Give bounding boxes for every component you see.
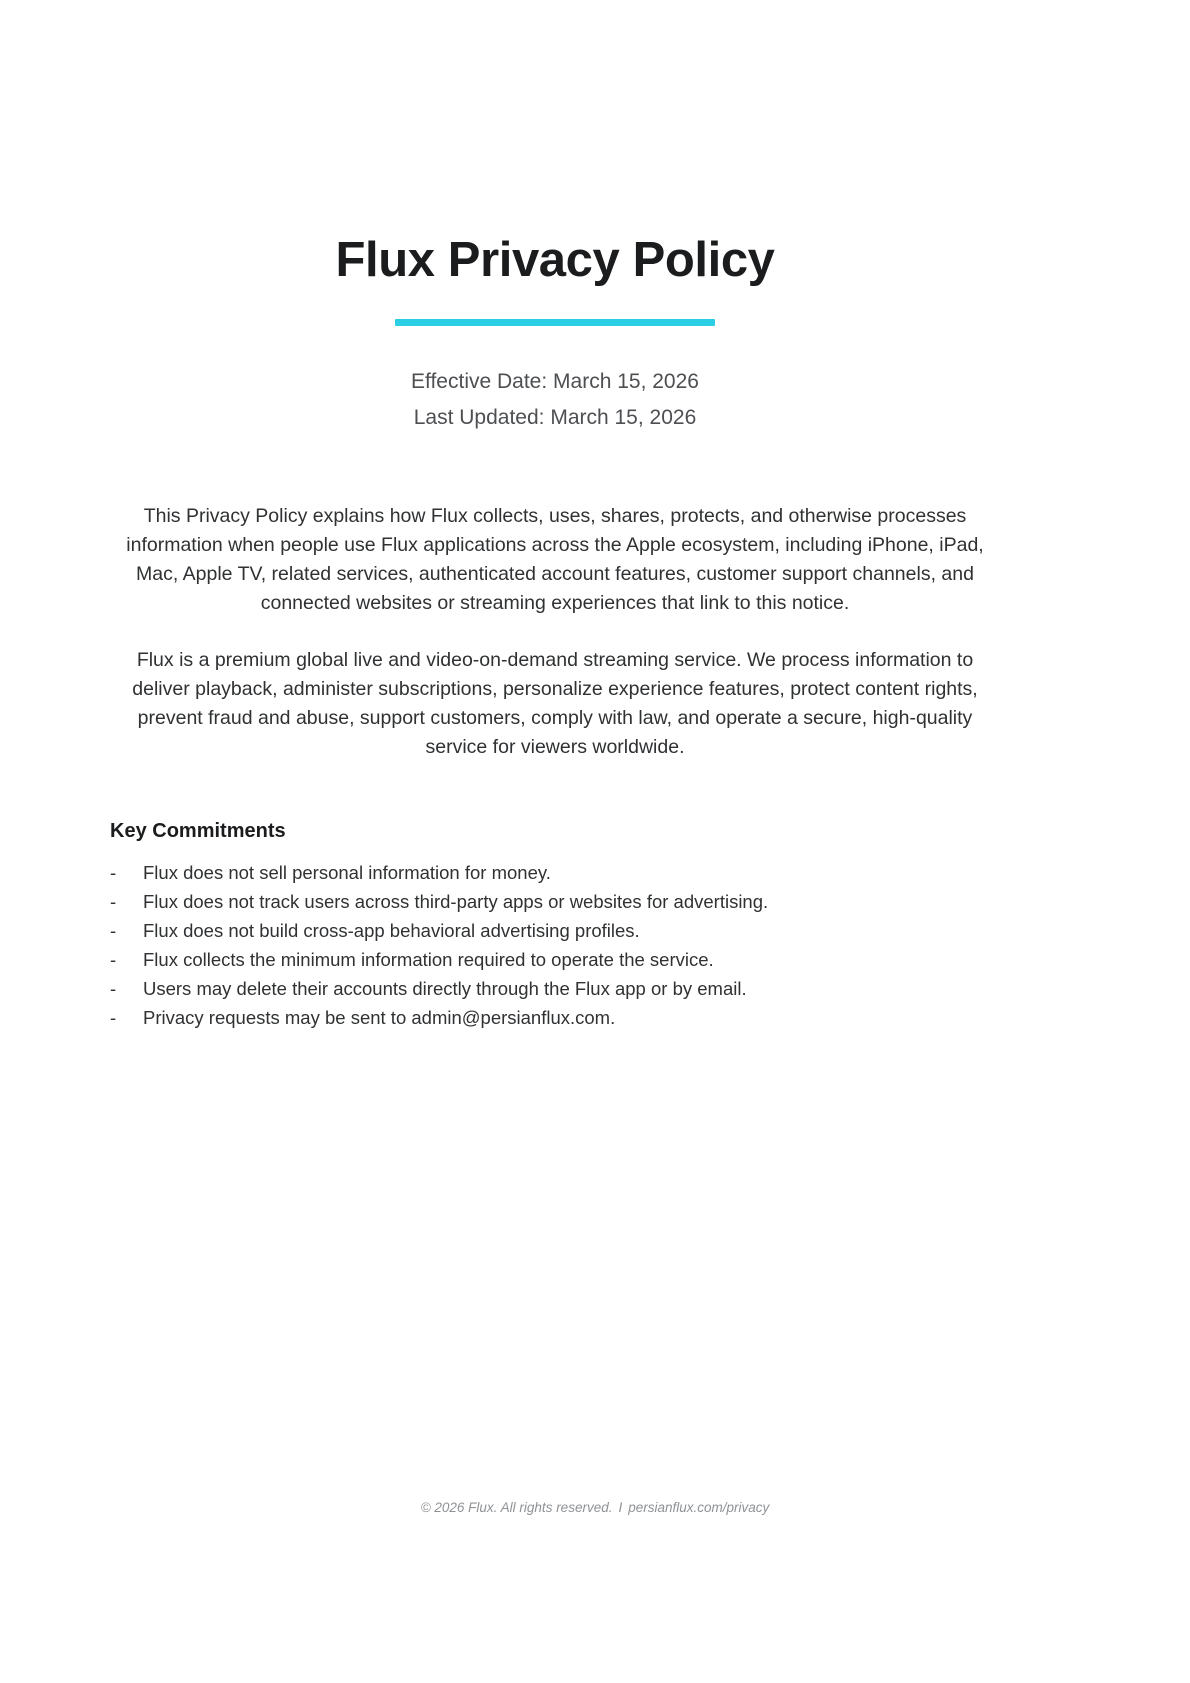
footer-separator: I <box>618 1500 623 1515</box>
title-divider-wrap <box>110 319 1000 326</box>
list-item <box>110 916 1000 945</box>
bullet-dash-icon: - <box>110 861 117 883</box>
last-updated-date: Last Updated: March 15, 2026 <box>413 405 697 429</box>
list-item-label: Users may delete their accounts directly through the Flux app or by email. <box>143 977 747 999</box>
bullet-dash-icon: - <box>110 1006 117 1028</box>
page-footer <box>0 1500 1190 1515</box>
list-item <box>110 1003 1000 1032</box>
list-item <box>110 974 1000 1003</box>
list-item-label: Flux collects the minimum information required to operate the service. <box>143 948 714 970</box>
key-commitments-heading: Key Commitments <box>110 819 286 842</box>
intro-paragraph-1: This Privacy Policy explains how Flux collects, uses, shares, protects, and otherwise processes information when people use Flux applications across the Apple ecosystem, including iPhone, iPad, Mac, Apple TV, related services, authenticated account features, customer support channels, and connected websites or streaming experiences that link to this notice. <box>126 504 984 614</box>
list-item <box>110 945 1000 974</box>
accent-divider <box>395 319 715 326</box>
document-content <box>110 0 1000 1032</box>
list-item-label: Flux does not build cross-app behavioral advertising profiles. <box>143 919 640 941</box>
bullet-dash-icon: - <box>110 919 117 941</box>
intro-section <box>110 502 1000 762</box>
list-item-label: Flux does not track users across third-party apps or websites for advertising. <box>143 890 769 912</box>
effective-date: Effective Date: March 15, 2026 <box>411 369 699 393</box>
bullet-dash-icon: - <box>110 890 117 912</box>
key-commitments-section <box>110 818 1000 1032</box>
list-item <box>110 887 1000 916</box>
list-item-label: Privacy requests may be sent to admin@persianflux.com. <box>143 1006 616 1028</box>
footer-copyright: © 2026 Flux. All rights reserved. <box>420 1500 613 1515</box>
list-item <box>110 858 1000 887</box>
intro-paragraph-2: Flux is a premium global live and video-on-demand streaming service. We process information to deliver playback, administer subscriptions, personalize experience features, protect content rights, prevent fraud and abuse, support customers, comply with law, and operate a secure, high-quality service for viewers worldwide. <box>132 648 978 758</box>
page-title: Flux Privacy Policy <box>335 233 775 287</box>
document-dates <box>110 364 1000 436</box>
bullet-dash-icon: - <box>110 977 117 999</box>
footer-site-url: persianflux.com/privacy <box>628 1500 770 1515</box>
bullet-dash-icon: - <box>110 948 117 970</box>
list-item-label: Flux does not sell personal information for money. <box>143 861 551 883</box>
key-commitments-list <box>110 858 1000 1032</box>
